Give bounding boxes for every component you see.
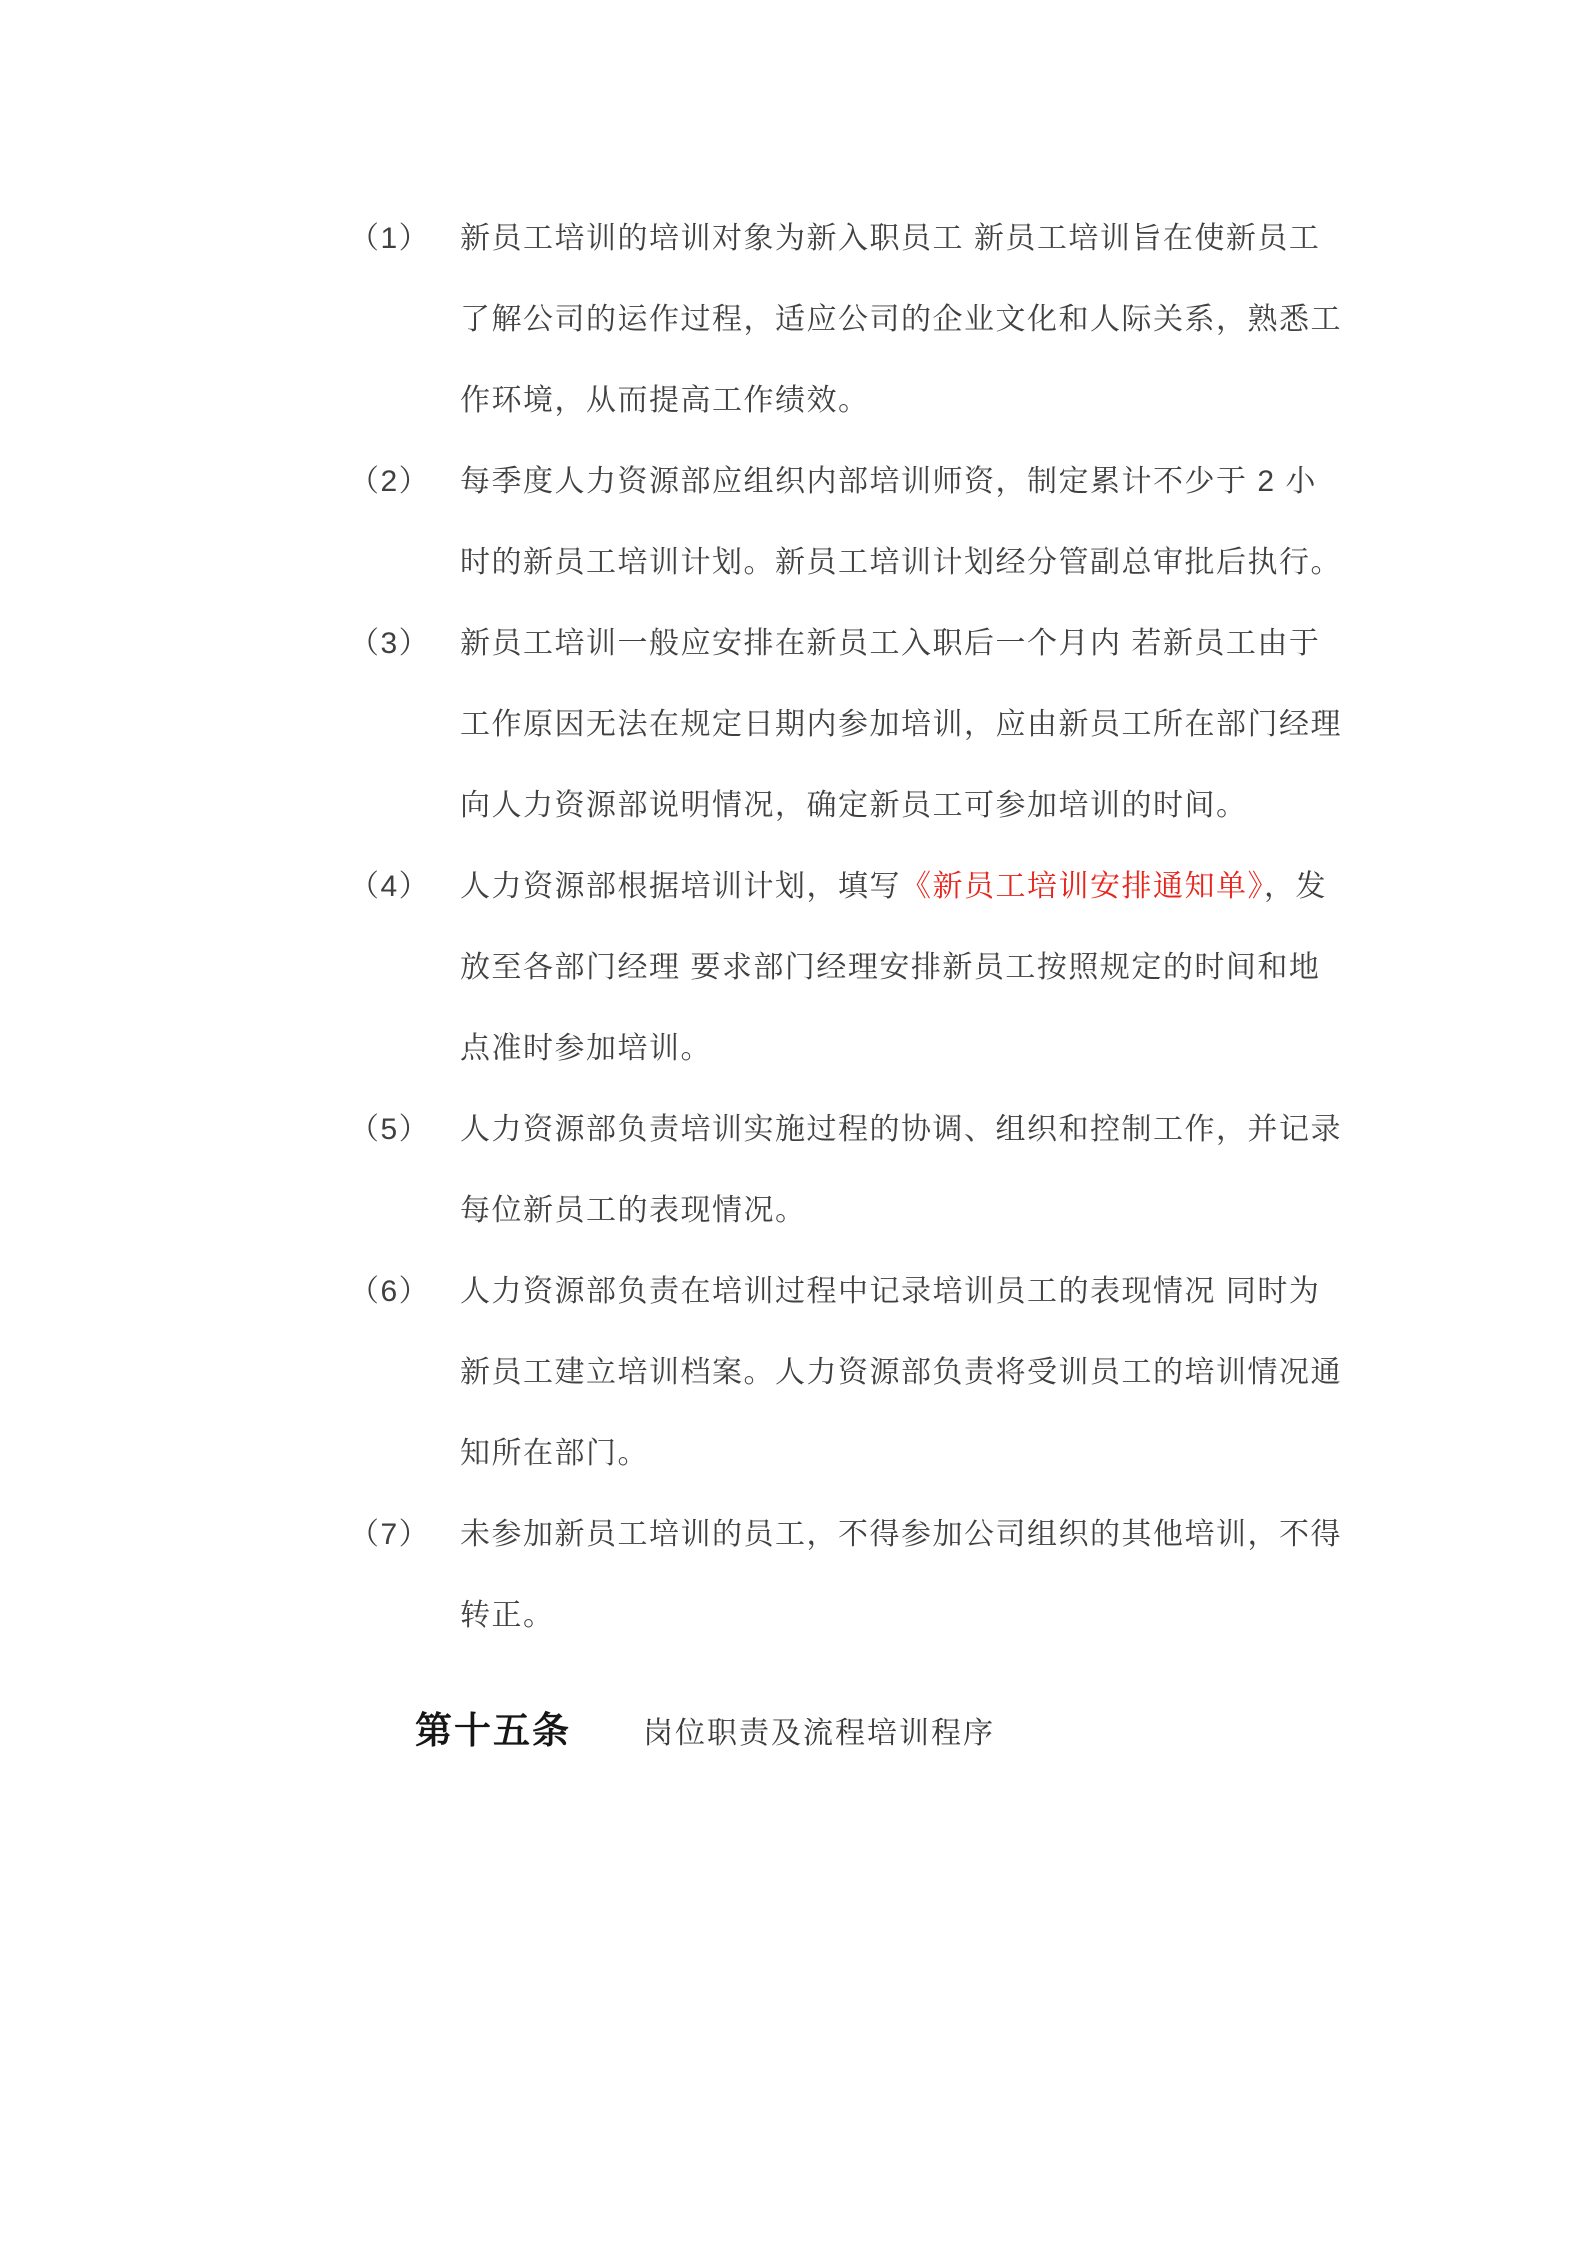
text-line bbox=[460, 1575, 1409, 1656]
list-item bbox=[349, 1089, 1409, 1251]
text-line bbox=[460, 1089, 1409, 1170]
text-segment: 知所在部门。 bbox=[460, 1437, 649, 1470]
list-item bbox=[349, 1251, 1409, 1494]
text-segment: 人力资源部负责培训实施过程的协调、组织和控制工作，并记录 bbox=[460, 1113, 1342, 1146]
text-line bbox=[460, 360, 1409, 441]
list-item-number: （7） bbox=[349, 1518, 431, 1551]
text-segment: 新员工建立培训档案。人力资源部负责将受训员工的培训情况通 bbox=[460, 1356, 1342, 1389]
text-segment: 向人力资源部说明情况，确定新员工可参加培训的时间。 bbox=[460, 789, 1248, 822]
text-segment: 新员工培训一般应安排在新员工入职后一个月内 若新员工由于 bbox=[460, 627, 1321, 660]
text-segment: 新员工培训的培训对象为新入职员工 新员工培训旨在使新员工 bbox=[460, 222, 1321, 255]
text-segment: 点准时参加培训。 bbox=[460, 1032, 712, 1065]
text-line bbox=[460, 522, 1409, 603]
text-line bbox=[460, 1332, 1409, 1413]
text-segment: 人力资源部负责在培训过程中记录培训员工的表现情况 同时为 bbox=[460, 1275, 1321, 1308]
text-segment: ，发 bbox=[1264, 870, 1327, 903]
text-segment: 工作原因无法在规定日期内参加培训，应由新员工所在部门经理 bbox=[460, 708, 1342, 741]
text-line bbox=[460, 684, 1409, 765]
text-line bbox=[460, 765, 1409, 846]
list-item-number: （2） bbox=[349, 465, 431, 498]
list-item bbox=[349, 603, 1409, 846]
section-number: 第十五条 bbox=[415, 1710, 571, 1751]
list-item bbox=[349, 198, 1409, 441]
list-item bbox=[349, 1494, 1409, 1656]
list-item-number: （6） bbox=[349, 1275, 431, 1308]
list-item-number: （4） bbox=[349, 870, 431, 903]
section-title: 岗位职责及流程培训程序 bbox=[643, 1717, 995, 1750]
numbered-list bbox=[349, 198, 1409, 1656]
text-segment: 每季度人力资源部应组织内部培训师资，制定累计不少于 2 小 bbox=[460, 465, 1317, 498]
text-segment: 时的新员工培训计划。新员工培训计划经分管副总审批后执行。 bbox=[460, 546, 1342, 579]
text-line bbox=[460, 927, 1409, 1008]
highlighted-red-text: 《新员工培训安排通知单》 bbox=[901, 870, 1264, 903]
list-item bbox=[349, 441, 1409, 603]
text-segment: 作环境，从而提高工作绩效。 bbox=[460, 384, 870, 417]
text-line bbox=[460, 1251, 1409, 1332]
text-segment: 了解公司的运作过程，适应公司的企业文化和人际关系，熟悉工 bbox=[460, 303, 1342, 336]
text-line bbox=[460, 441, 1409, 522]
text-segment: 人力资源部根据培训计划，填写 bbox=[460, 870, 901, 903]
text-line bbox=[460, 1413, 1409, 1494]
text-segment: 放至各部门经理 要求部门经理安排新员工按照规定的时间和地 bbox=[460, 951, 1321, 984]
text-line bbox=[460, 1008, 1409, 1089]
text-line bbox=[460, 198, 1409, 279]
list-item-number: （1） bbox=[349, 222, 431, 255]
text-segment: 未参加新员工培训的员工，不得参加公司组织的其他培训，不得 bbox=[460, 1518, 1342, 1551]
list-item bbox=[349, 846, 1409, 1089]
text-line bbox=[460, 603, 1409, 684]
text-line bbox=[460, 1170, 1409, 1251]
text-segment: 转正。 bbox=[460, 1599, 555, 1632]
document-content bbox=[349, 198, 1409, 1754]
text-line bbox=[460, 846, 1409, 927]
list-item-number: （5） bbox=[349, 1113, 431, 1146]
text-line bbox=[460, 1494, 1409, 1575]
text-segment: 每位新员工的表现情况。 bbox=[460, 1194, 807, 1227]
section-heading bbox=[349, 1700, 1409, 1754]
list-item-number: （3） bbox=[349, 627, 431, 660]
text-line bbox=[460, 279, 1409, 360]
